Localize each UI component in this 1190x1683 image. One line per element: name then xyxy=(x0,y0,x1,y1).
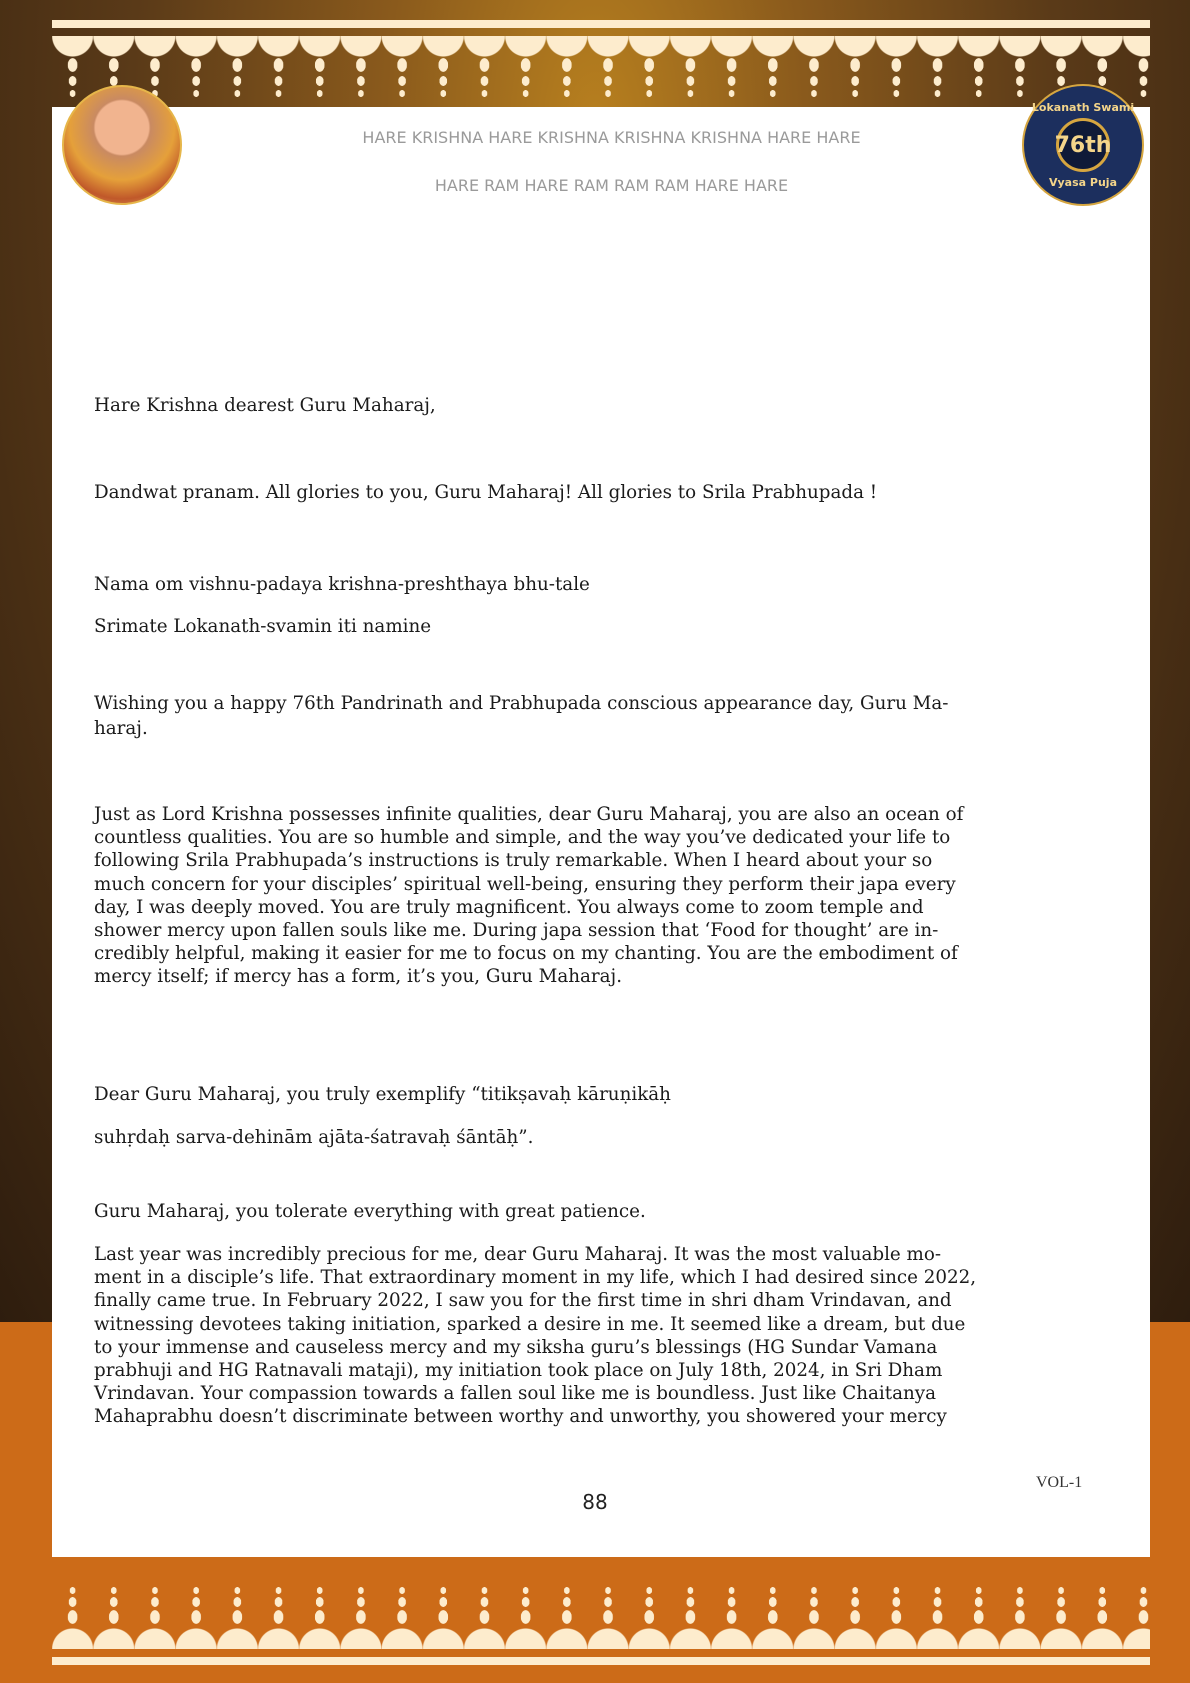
top-border-band xyxy=(52,20,1150,28)
text-line: suhṛdaḥ sarva-dehinām ajāta-śatravaḥ śāntāḥ”. xyxy=(94,1127,534,1148)
badge-bottom-text: Vyasa Puja xyxy=(1049,176,1117,189)
text-line: Hare Krishna dearest Guru Maharaj, xyxy=(94,395,436,416)
bottom-dots-row xyxy=(52,1610,1150,1624)
text-line: Vrindavan. Your compassion towards a fallen soul like me is boundless. Just like Chaitanya xyxy=(94,1383,937,1405)
text-line: Just as Lord Krishna possesses infinite qualities, dear Guru Maharaj, you are also an ocean of xyxy=(94,804,964,825)
greeting xyxy=(94,394,436,417)
text-line: Mahaprabhu doesn’t discriminate between worthy and unworthy, you showered your mercy xyxy=(94,1406,947,1428)
text-line: Guru Maharaj, you tolerate everything with great patience. xyxy=(94,1201,646,1222)
top-scallop-border xyxy=(52,36,1150,60)
text-line: much concern for your disciples’ spiritual well-being, ensuring they perform their japa every xyxy=(94,873,956,895)
pranam-mantra xyxy=(94,564,590,648)
volume-label: VOL-1 xyxy=(1036,1474,1083,1491)
text-line: to your immense and causeless mercy and my siksha guru’s blessings (HG Sundar Vamana xyxy=(94,1336,938,1358)
text-line: shower mercy upon fallen souls like me. During japa session that ‘Food for thought’ are in- xyxy=(94,920,939,942)
bottom-dots-row xyxy=(52,1587,1150,1594)
text-line: mercy itself; if mercy has a form, it’s you, Guru Maharaj. xyxy=(94,966,623,988)
text-line: witnessing devotees taking initiation, sparked a desire in me. It seemed like a dream, but due xyxy=(94,1313,966,1335)
mantra-line-1: HARE KRISHNA HARE KRISHNA KRISHNA KRISHNA HARE HARE xyxy=(362,128,861,147)
top-dots-row xyxy=(52,76,1150,86)
top-dots-row xyxy=(52,90,1150,97)
bottom-dots-row xyxy=(52,1597,1150,1607)
obeisance xyxy=(94,481,877,504)
text-line: countless qualities. You are so humble and simple, and the way you’ve dedicated your life to xyxy=(94,827,951,849)
text-line: ment in a disciple’s life. That extraordinary moment in my life, which I had desired since 2022, xyxy=(94,1267,977,1289)
text-line: Dandwat pranam. All glories to you, Guru Maharaj! All glories to Srila Prabhupada ! xyxy=(94,482,878,503)
text-line: Last year was incredibly precious for me, dear Guru Maharaj. It was the most valuable mo- xyxy=(94,1244,942,1265)
text-line: day, I was deeply moved. You are truly magnificent. You always come to zoom temple and xyxy=(94,896,924,918)
bottom-border-band xyxy=(52,1657,1150,1665)
verse-paragraph xyxy=(94,1073,671,1159)
last-year-paragraph xyxy=(94,1243,976,1429)
text-line: haraj. xyxy=(94,718,148,739)
text-line: following Srila Prabhupada’s instructions is truly remarkable. When I heard about your so xyxy=(94,850,933,872)
text-line: credibly helpful, making it easier for me to focus on my chanting. You are the embodiment of xyxy=(94,943,958,965)
text-line: Srimate Lokanath-svamin iti namine xyxy=(94,616,432,637)
wishes-paragraph xyxy=(94,691,948,741)
qualities-paragraph xyxy=(94,803,963,989)
text-line: Wishing you a happy 76th Pandrinath and Prabhupada conscious appearance day, Guru Ma- xyxy=(94,693,949,714)
tolerance-paragraph xyxy=(94,1200,646,1223)
badge-top-text: Lokanath Swami xyxy=(1031,101,1135,114)
mantra-line-2: HARE RAM HARE RAM RAM RAM HARE HARE xyxy=(434,176,789,195)
top-dots-row xyxy=(52,58,1150,72)
page-number: 88 xyxy=(582,1490,608,1514)
text-line: Nama om vishnu-padaya krishna-preshthaya bhu-tale xyxy=(94,574,590,595)
text-line: prabhuji and HG Ratnavali mataji), my initiation took place on July 18th, 2024, in Sri Dham xyxy=(94,1360,943,1382)
text-line: finally came true. In February 2022, I saw you for the first time in shri dham Vrindavan, and xyxy=(94,1290,952,1312)
badge-number: 76th xyxy=(1056,118,1110,172)
bottom-scallop-border xyxy=(52,1625,1150,1649)
text-line: Dear Guru Maharaj, you truly exemplify “titikṣavaḥ kāruṇikāḥ xyxy=(94,1084,671,1105)
